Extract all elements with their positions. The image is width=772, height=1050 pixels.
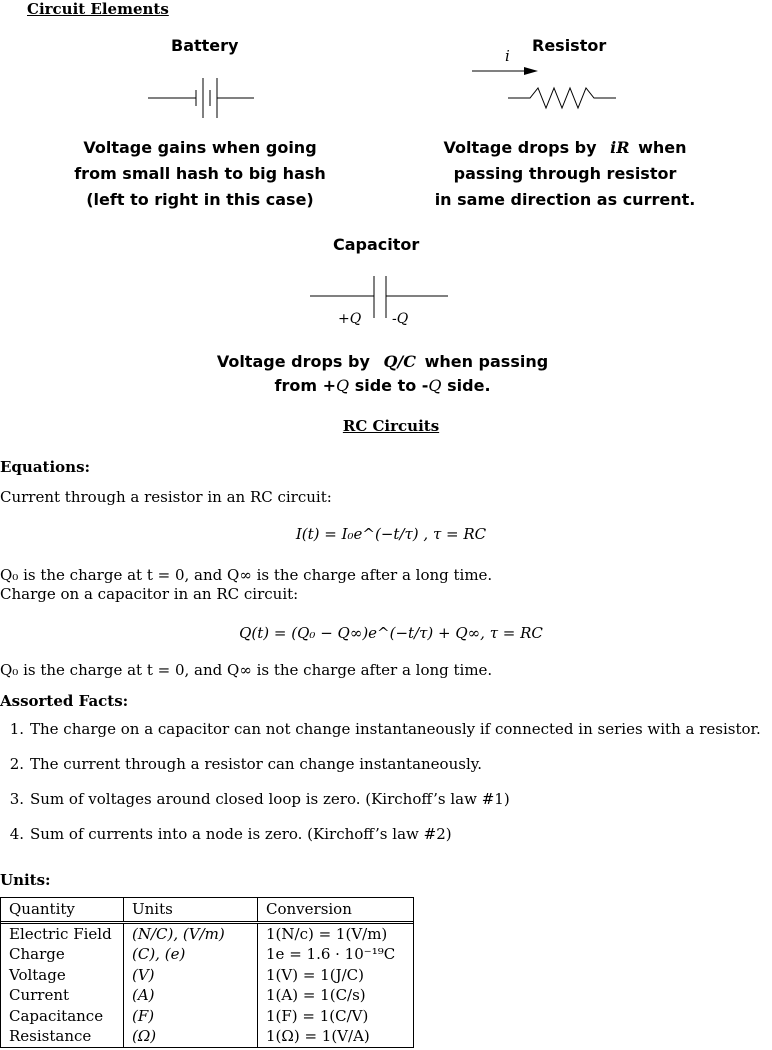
units-heading: Units: [0, 871, 51, 889]
charge-equation: Q(t) = (Q₀ − Q∞)e^(−t/τ) + Q∞, τ = RC [239, 624, 543, 642]
battery-description [40, 135, 360, 213]
table-header-cell: Units [124, 898, 258, 922]
capacitor-desc-symbol: Q [428, 376, 442, 395]
units-table [0, 897, 414, 1048]
fact-number: 4. [9, 825, 24, 843]
capacitor-symbol-icon [310, 274, 450, 320]
table-row [1, 944, 413, 965]
capacitor-desc-text: when passing [424, 352, 549, 371]
facts-list [0, 720, 761, 860]
table-cell: Resistance [1, 1026, 124, 1047]
list-item [0, 790, 761, 808]
table-header-cell: Conversion [258, 898, 414, 922]
battery-desc-line: Voltage gains when going [83, 138, 317, 157]
fact-number: 2. [9, 755, 24, 773]
table-cell: (F) [124, 1006, 258, 1027]
resistor-symbol-icon [508, 86, 618, 112]
table-cell: Electric Field [1, 922, 124, 944]
table-cell: (Ω) [124, 1026, 258, 1047]
table-row [1, 1006, 413, 1027]
equations-heading: Equations: [0, 458, 91, 476]
current-note: Q₀ is the charge at t = 0, and Q∞ is the charge after a long time. [0, 566, 493, 584]
list-item [0, 825, 761, 843]
battery-desc-line: from small hash to big hash [74, 164, 326, 183]
table-cell: (N/C), (V/m) [124, 922, 258, 944]
facts-heading: Assorted Facts: [0, 692, 129, 710]
capacitor-plus-label: +Q [338, 311, 362, 327]
table-cell: 1e = 1.6 · 10⁻¹⁹C [266, 945, 396, 963]
resistor-desc-line [405, 135, 725, 161]
table-cell: 1(F) = 1(C/V) [266, 1006, 369, 1025]
fact-text: Sum of currents into a node is zero. (Kirchoff’s law #2) [30, 825, 452, 843]
capacitor-desc-line [200, 374, 565, 398]
table-cell: 1(Ω) = 1(V/A) [266, 1027, 370, 1045]
table-header-row [1, 898, 413, 922]
section-heading-circuit-elements: Circuit Elements [27, 0, 169, 18]
table-header-cell: Quantity [1, 898, 124, 922]
capacitor-desc-text: from + [274, 376, 336, 395]
fact-number: 3. [9, 790, 24, 808]
resistor-desc-text: when [638, 138, 687, 157]
capacitor-desc-text: Voltage drops by [216, 352, 370, 371]
resistor-desc-symbol: iR [610, 138, 630, 157]
capacitor-desc-symbol: Q [335, 376, 350, 395]
current-arrow-icon [472, 64, 540, 78]
table-row [1, 965, 413, 986]
battery-symbol-icon [148, 76, 258, 122]
table-cell: 1(A) = 1(C/s) [266, 986, 366, 1004]
capacitor-desc-line [200, 350, 565, 374]
table-row [1, 1026, 413, 1047]
capacitor-desc-symbol: Q/C [383, 352, 416, 371]
capacitor-desc-text: side. [447, 376, 491, 395]
list-item [0, 720, 761, 738]
table-cell: 1(N/c) = 1(V/m) [266, 924, 388, 943]
table-cell: 1(V) = 1(J/C) [266, 965, 364, 984]
table-row [1, 985, 413, 1006]
charge-intro: Charge on a capacitor in an RC circuit: [0, 585, 299, 603]
resistor-desc-line: in same direction as current. [434, 190, 696, 209]
current-equation: I(t) = I₀e^(−t/τ) , τ = RC [295, 525, 487, 543]
resistor-current-label: i [505, 47, 510, 65]
list-item [0, 755, 761, 773]
table-cell: Charge [1, 944, 124, 965]
resistor-title: Resistor [532, 36, 607, 55]
capacitor-minus-label: -Q [392, 311, 409, 327]
table-cell: (C), (e) [124, 944, 258, 965]
fact-text: The charge on a capacitor can not change instantaneously if connected in series with a resistor. [30, 720, 761, 738]
capacitor-description [200, 350, 565, 398]
current-intro: Current through a resistor in an RC circuit: [0, 488, 332, 506]
battery-title: Battery [171, 36, 239, 55]
table-cell: Voltage [1, 965, 124, 986]
table-cell: Current [1, 985, 124, 1006]
resistor-desc-text: Voltage drops by [443, 138, 597, 157]
battery-desc-line: (left to right in this case) [86, 190, 314, 209]
table-row [1, 922, 413, 944]
section-heading-rc-circuits: RC Circuits [342, 417, 440, 435]
fact-text: Sum of voltages around closed loop is zero. (Kirchoff’s law #1) [30, 790, 510, 808]
capacitor-title: Capacitor [333, 235, 420, 254]
resistor-desc-line: passing through resistor [453, 164, 677, 183]
table-cell: (V) [124, 965, 258, 986]
table-cell: Capacitance [1, 1006, 124, 1027]
table-cell: (A) [124, 985, 258, 1006]
fact-number: 1. [9, 720, 24, 738]
capacitor-desc-text: side to - [354, 376, 429, 395]
charge-note: Q₀ is the charge at t = 0, and Q∞ is the charge after a long time. [0, 661, 493, 679]
resistor-description [405, 135, 725, 213]
fact-text: The current through a resistor can change instantaneously. [30, 755, 482, 773]
